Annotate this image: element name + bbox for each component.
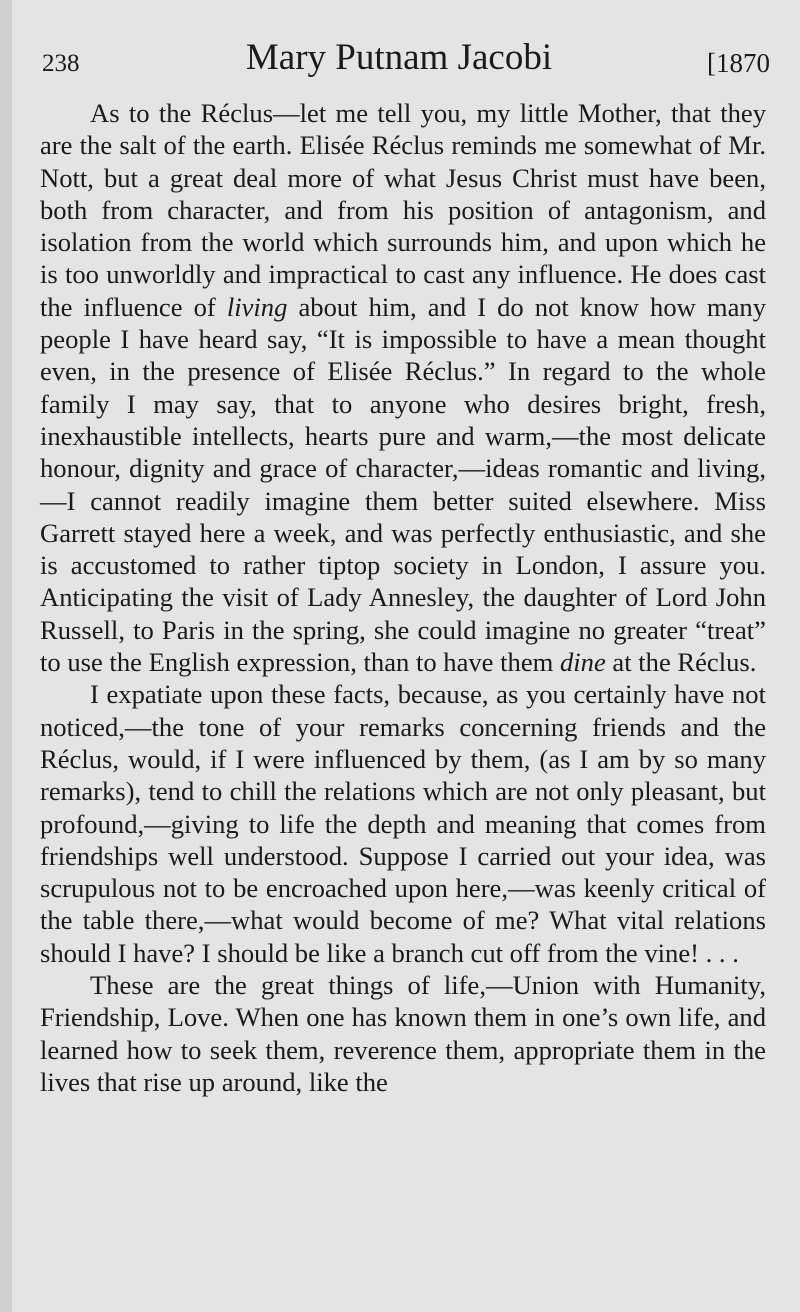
year-marker: [1870 xyxy=(707,48,770,78)
paragraph-3: These are the great things of life,—Union with Humanity, Friendship, Love. When one has known them in one’s own life, and learned how to seek them, reverence them, appropriate them in the lives that rise up around, like the xyxy=(40,970,766,1097)
text-run: As to the Réclus—let me tell you, my little Mother, that they are the salt of the earth. Elisée Réclus reminds me somewhat of Mr. Nott, but a great deal more of what Jesus Christ must have been, both from character, and from his position of antagonism, and isolation from the world which surrounds him, and upon which he is too unworldly and impractical to cast any influence. He does cast the influence of xyxy=(40,98,766,322)
body-text xyxy=(40,97,766,1098)
text-run: about him, and I do not know how many people I have heard say, “It is impossible to have a mean thought even, in the presence of Elisée Réclus.” In regard to the whole family I may say, that to anyone who desires bright, fresh, inexhaustible intellects, hearts pure and warm,—the most delicate honour, dignity and grace of character,—ideas romantic and living,—I cannot readily imagine them better suited elsewhere. Miss Garrett stayed here a week, and was perfectly enthusiastic, and she is accustomed to rather tiptop society in London, I assure you. Anticipating the visit of Lady Annesley, the daughter of Lord John Russell, to Paris in the spring, she could imagine no greater “treat” to use the English expression, than to have them xyxy=(40,291,766,678)
paragraph-2: I expatiate upon these facts, because, as you certainly have not noticed,—the tone of your remarks concerning friends and the Réclus, would, if I were influenced by them, (as I am by so many remarks), tend to chill the relations which are not only pleasant, but profound,—giving to life the depth and meaning that comes from friendships well understood. Suppose I carried out your idea, was scrupulous not to be encroached upon here,—was keenly critical of the table there,—what would become of me? What vital relations should I have? I should be like a branch cut off from the vine! . . . xyxy=(40,679,766,968)
italic-run: living xyxy=(226,291,288,322)
paragraph-1 xyxy=(40,97,766,678)
running-title: Mary Putnam Jacobi xyxy=(245,37,553,78)
italic-run: dine xyxy=(559,647,606,678)
text-run: at the Réclus. xyxy=(605,647,757,678)
running-header xyxy=(34,36,770,86)
page-number: 238 xyxy=(42,50,80,77)
